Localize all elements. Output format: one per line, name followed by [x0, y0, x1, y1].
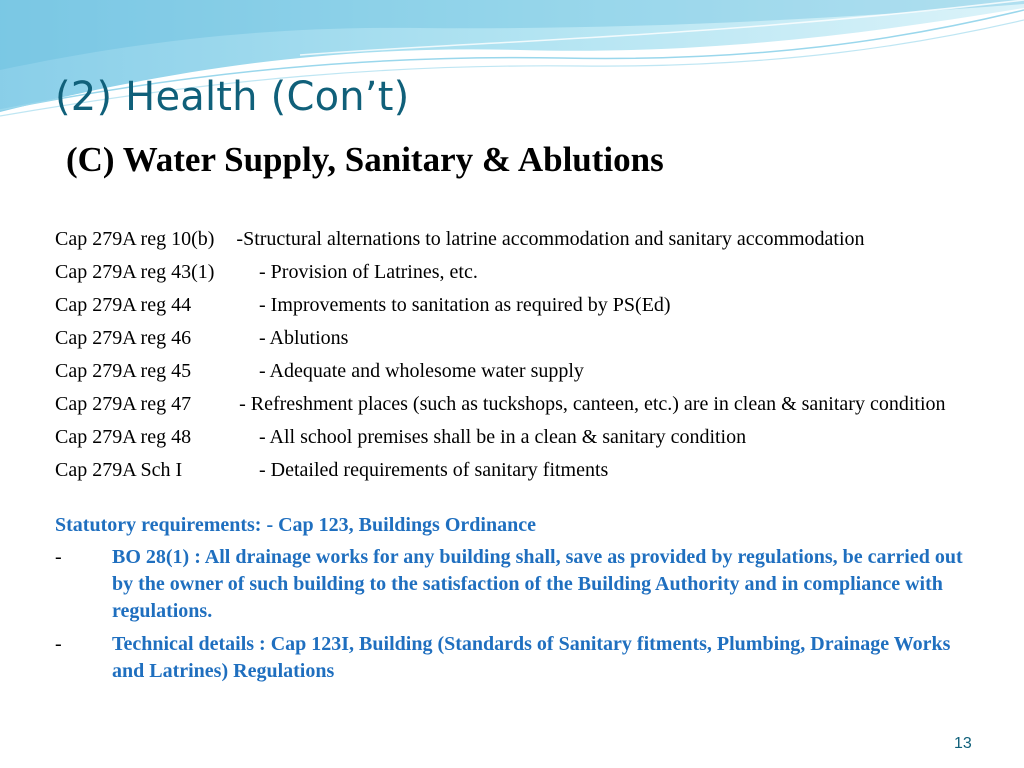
bullet-text: Technical details : Cap 123I, Building (Standards of Sanitary fitments, Plumbing, Drainage Works and Latrines) Regulations	[112, 633, 951, 682]
regulation-row	[55, 226, 965, 253]
regulation-ref: Cap 279A reg 48	[55, 426, 192, 448]
bullet-text: BO 28(1) : All drainage works for any building shall, save as provided by regulations, be carried out by the owner of such building to the satisfaction of the Building Authority and in compliance with regulations.	[112, 546, 963, 622]
regulation-desc: - Detailed requirements of sanitary fitments	[259, 459, 609, 481]
regulation-desc: - Provision of Latrines, etc.	[259, 261, 478, 283]
regulation-desc: - Adequate and wholesome water supply	[259, 360, 584, 382]
regulation-ref: Cap 279A Sch I	[55, 459, 183, 481]
regulation-ref: Cap 279A reg 47	[55, 393, 192, 415]
regulation-desc: - Improvements to sanitation as required by PS(Ed)	[259, 294, 671, 316]
regulation-row	[55, 325, 965, 352]
regulation-row	[55, 259, 965, 286]
regulation-row	[55, 358, 965, 385]
regulation-desc: - Ablutions	[259, 327, 349, 349]
statutory-bullet	[55, 631, 965, 685]
bullet-marker: -	[55, 546, 62, 568]
regulation-desc: - Refreshment places (such as tuckshops, canteen, etc.) are in clean & sanitary condition	[239, 393, 946, 415]
regulation-ref: Cap 279A reg 10(b)	[55, 228, 215, 250]
statutory-heading: Statutory requirements: - Cap 123, Buildings Ordinance	[55, 514, 536, 536]
regulation-ref: Cap 279A reg 44	[55, 294, 192, 316]
regulation-desc: - All school premises shall be in a clean & sanitary condition	[259, 426, 747, 448]
regulation-row	[55, 424, 965, 451]
regulation-row	[55, 457, 965, 484]
slide-subtitle: (C) Water Supply, Sanitary & Ablutions	[66, 140, 664, 179]
statutory-bullet	[55, 544, 965, 625]
regulation-desc: -Structural alternations to latrine accommodation and sanitary accommodation	[236, 228, 865, 250]
slide-content	[55, 226, 965, 691]
regulation-row	[55, 391, 965, 418]
bullet-marker: -	[55, 633, 62, 655]
regulation-ref: Cap 279A reg 46	[55, 327, 192, 349]
regulation-ref: Cap 279A reg 43(1)	[55, 261, 215, 283]
page-number: 13	[954, 735, 972, 752]
slide-title: (2) Health (Con’t)	[55, 74, 410, 120]
regulation-ref: Cap 279A reg 45	[55, 360, 192, 382]
regulation-row	[55, 292, 965, 319]
